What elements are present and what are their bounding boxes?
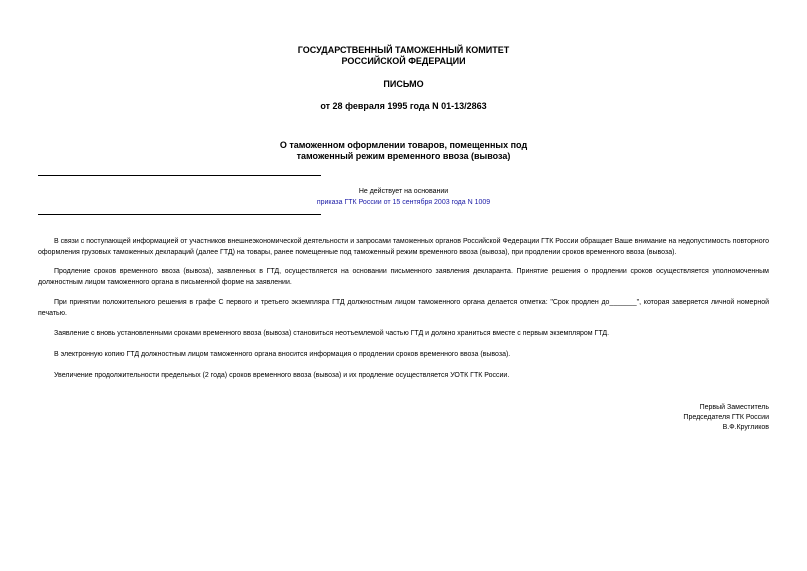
divider-bottom: [38, 214, 321, 215]
org-name-line2: РОССИЙСКОЙ ФЕДЕРАЦИИ: [341, 56, 466, 66]
body-paragraph-5: В электронную копию ГТД должностным лицом таможенного органа вносится информация о продлении сроков временного ввоза (вывоза).: [54, 351, 511, 358]
body-paragraph-1: В связи с поступающей информацией от участников внешнеэкономической деятельности и запросами таможенных органов Российской Федерации ГТК России обращает Ваше внимание на недопустимость повторного оформления грузовых таможенных деклараций (далее ГТД) на товары, ранее помещенные под таможенный режим временного ввоза (вывоза), при продлении сроков временного ввоза (вывоза).: [38, 238, 769, 256]
signer-name: В.Ф.Кругликов: [722, 424, 769, 431]
document-date-number: от 28 февраля 1995 года N 01-13/2863: [320, 101, 487, 111]
document-title-line1: О таможенном оформлении товаров, помещенных под: [279, 140, 528, 150]
repeal-order-link[interactable]: приказа ГТК России от 15 сентября 2003 года N 1009: [316, 199, 491, 206]
document-title-line2: таможенный режим временного ввоза (вывоза): [296, 151, 511, 161]
body-paragraph-6: Увеличение продолжительности предельных (2 года) сроков временного ввоза (вывоза) и их продление осуществляется УОТК ГТК России.: [54, 372, 510, 379]
status-notice: Не действует на основании: [358, 188, 449, 195]
body-paragraph-3: При принятии положительного решения в графе С первого и третьего экземпляра ГТД должностным лицом таможенного органа делается отметка: "Срок продлен до_______", которая заверяется личной номерной печатью.: [38, 299, 769, 317]
body-paragraph-4: Заявление с вновь установленными сроками временного ввоза (вывоза) становиться неотъемлемой частью ГТД и должно храниться вместе с первым экземпляром ГТД.: [54, 330, 610, 337]
signer-position-line1: Первый Заместитель: [699, 404, 769, 411]
body-paragraph-2: Продление сроков временного ввоза (вывоза), заявленных в ГТД, осуществляется на основании письменного заявления декларанта. Принятие решения о продлении сроков осуществляется уполномоченным должностным лицом таможенного органа в письменной форме на заявлении.: [38, 268, 769, 286]
org-name-line1: ГОСУДАРСТВЕННЫЙ ТАМОЖЕННЫЙ КОМИТЕТ: [297, 45, 510, 55]
document-type: ПИСЬМО: [383, 79, 424, 89]
divider-top: [38, 175, 321, 176]
signer-position-line2: Председателя ГТК России: [683, 414, 769, 421]
